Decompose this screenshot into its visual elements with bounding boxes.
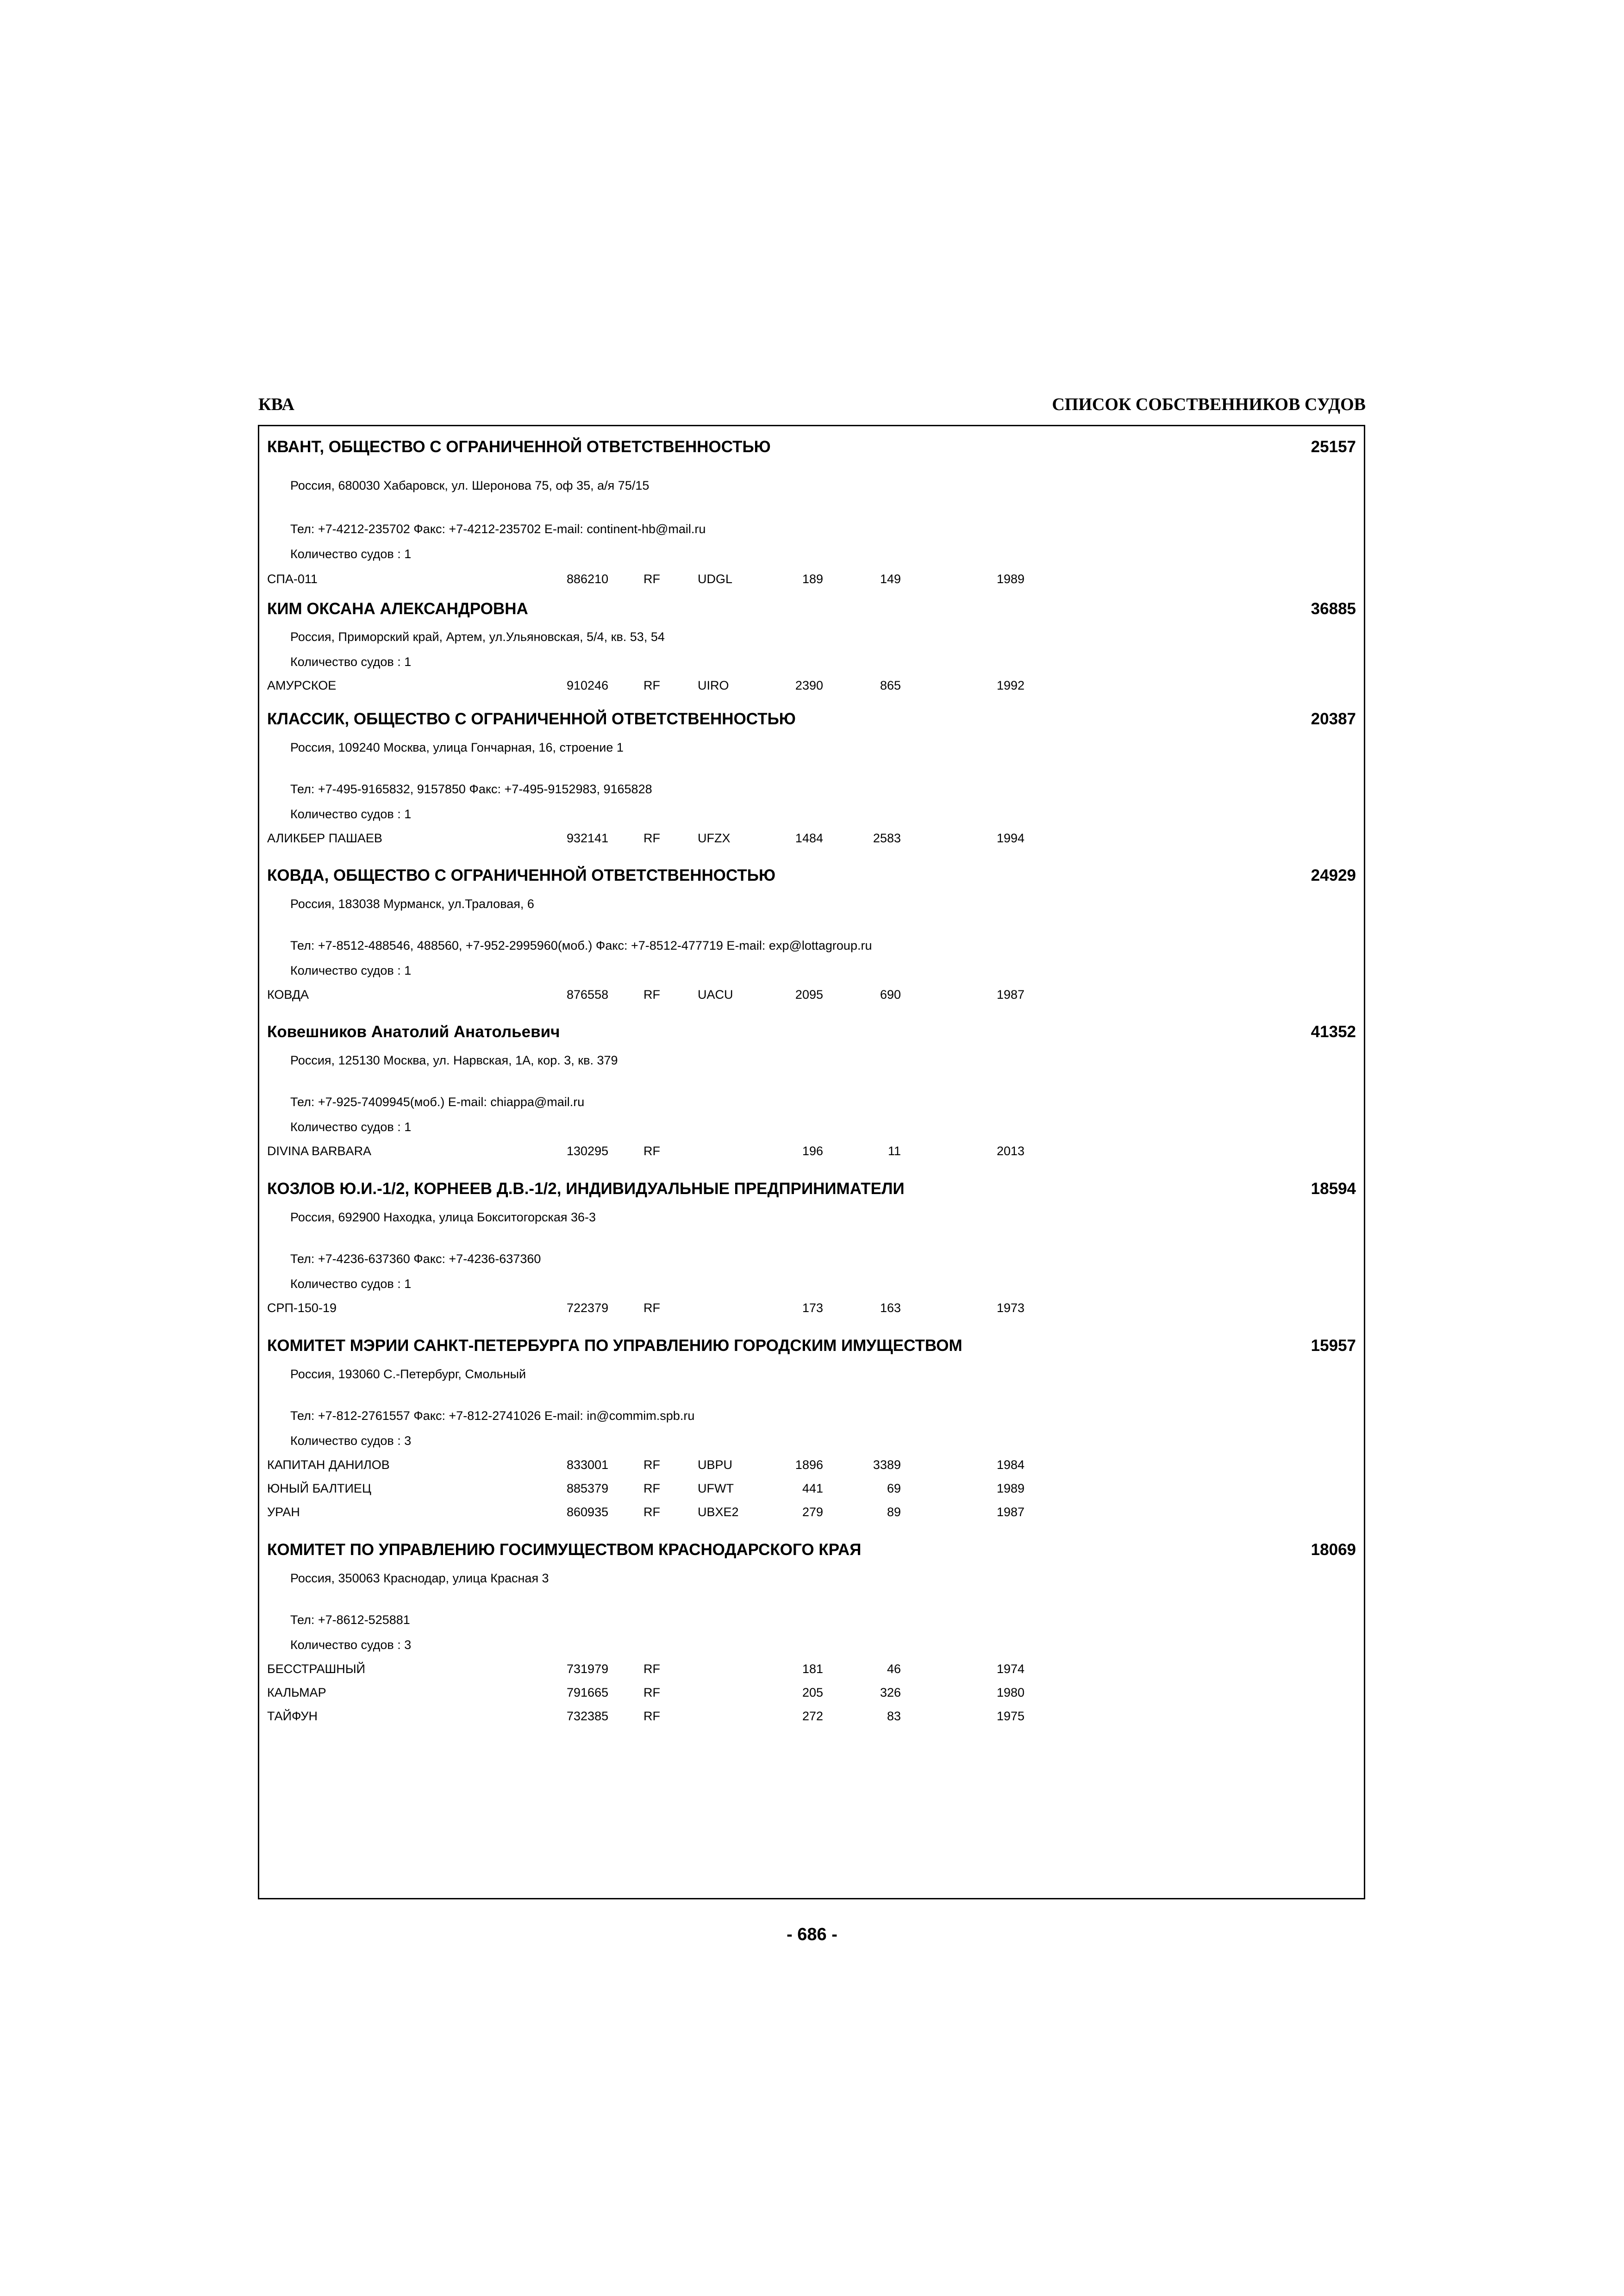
vessel-year: 1989 [997, 1481, 1025, 1495]
vessel-name: КОВДА [267, 988, 309, 1002]
vessel-name: ЮНЫЙ БАЛТИЕЦ [267, 1481, 371, 1495]
vessel-name: ТАЙФУН [267, 1709, 318, 1723]
owner-address: Россия, 680030 Хабаровск, ул. Шеронова 75, оф 35, а/я 75/15 [290, 479, 650, 492]
owner-address: Россия, 183038 Мурманск, ул.Траловая, 6 [290, 897, 534, 911]
owner-name: Ковешников Анатолий Анатольевич [267, 1023, 560, 1041]
vessel-gross-tonnage: 279 [802, 1505, 823, 1519]
vessel-gross-tonnage: 441 [802, 1481, 823, 1495]
vessel-flag: RF [643, 988, 660, 1002]
vessel-deadweight: 326 [880, 1686, 901, 1699]
vessel-year: 1994 [997, 831, 1025, 845]
vessel-deadweight: 690 [880, 988, 901, 1002]
owner-contacts: Тел: +7-8612-525881 [290, 1613, 410, 1627]
vessel-id: 130295 [567, 1144, 609, 1158]
vessel-flag: RF [643, 1709, 660, 1723]
vessel-year: 1973 [997, 1301, 1025, 1315]
vessel-id: 886210 [567, 572, 609, 586]
vessel-callsign: UFWT [698, 1481, 734, 1495]
vessel-callsign: UIRO [698, 678, 729, 692]
vessel-gross-tonnage: 196 [802, 1144, 823, 1158]
vessel-flag: RF [643, 1144, 660, 1158]
vessel-flag: RF [643, 572, 660, 586]
vessel-id: 885379 [567, 1481, 609, 1495]
vessel-gross-tonnage: 1484 [795, 831, 823, 845]
owner-name: КОЗЛОВ Ю.И.-1/2, КОРНЕЕВ Д.В.-1/2, ИНДИВИДУАЛЬНЫЕ ПРЕДПРИНИМАТЕЛИ [267, 1180, 905, 1198]
vessel-gross-tonnage: 2390 [795, 678, 823, 692]
vessel-name: СПА-011 [267, 572, 318, 586]
running-head-right: СПИСОК СОБСТВЕННИКОВ СУДОВ [1052, 395, 1366, 414]
vessel-gross-tonnage: 205 [802, 1686, 823, 1699]
vessel-id: 732385 [567, 1709, 609, 1723]
owner-address: Россия, 692900 Находка, улица Бокситогорская 36-3 [290, 1210, 596, 1224]
owner-number: 24929 [1311, 866, 1356, 884]
vessel-name: КАПИТАН ДАНИЛОВ [267, 1458, 390, 1472]
owner-contacts: Тел: +7-495-9165832, 9157850 Факс: +7-495-9152983, 9165828 [290, 782, 652, 796]
vessel-flag: RF [643, 1458, 660, 1472]
vessel-callsign: UDGL [698, 572, 733, 586]
vessel-year: 1987 [997, 988, 1025, 1002]
vessel-callsign: UACU [698, 988, 733, 1002]
vessel-callsign: UBXE2 [698, 1505, 739, 1519]
vessel-count: Количество судов : 3 [290, 1434, 412, 1448]
vessel-id: 932141 [567, 831, 609, 845]
vessel-id: 791665 [567, 1686, 609, 1699]
owner-address: Россия, 350063 Краснодар, улица Красная 3 [290, 1571, 549, 1585]
vessel-deadweight: 2583 [873, 831, 901, 845]
owner-name: КЛАССИК, ОБЩЕСТВО С ОГРАНИЧЕННОЙ ОТВЕТСТВЕННОСТЬЮ [267, 710, 796, 728]
listing-frame [258, 425, 1365, 1899]
vessel-id: 910246 [567, 678, 609, 692]
vessel-deadweight: 865 [880, 678, 901, 692]
vessel-year: 2013 [997, 1144, 1025, 1158]
vessel-name: АЛИКБЕР ПАШАЕВ [267, 831, 382, 845]
vessel-name: АМУРСКОЕ [267, 678, 337, 692]
vessel-count: Количество судов : 1 [290, 807, 412, 821]
owner-name: КОМИТЕТ МЭРИИ САНКТ-ПЕТЕРБУРГА ПО УПРАВЛЕНИЮ ГОРОДСКИМ ИМУЩЕСТВОМ [267, 1337, 962, 1355]
vessel-count: Количество судов : 1 [290, 964, 412, 977]
owner-contacts: Тел: +7-812-2761557 Факс: +7-812-2741026 E-mail: in@commim.spb.ru [290, 1409, 695, 1423]
owner-number: 41352 [1311, 1023, 1356, 1041]
vessel-flag: RF [643, 1301, 660, 1315]
vessel-flag: RF [643, 678, 660, 692]
vessel-flag: RF [643, 1686, 660, 1699]
owner-contacts: Тел: +7-4212-235702 Факс: +7-4212-235702 E-mail: continent-hb@mail.ru [290, 522, 706, 536]
owner-number: 20387 [1311, 710, 1356, 728]
vessel-deadweight: 69 [887, 1481, 901, 1495]
owner-name: КИМ ОКСАНА АЛЕКСАНДРОВНА [267, 600, 528, 618]
owner-number: 18594 [1311, 1180, 1356, 1198]
vessel-id: 722379 [567, 1301, 609, 1315]
vessel-name: СРП-150-19 [267, 1301, 337, 1315]
vessel-name: КАЛЬМАР [267, 1686, 326, 1699]
vessel-callsign: UFZX [698, 831, 731, 845]
vessel-id: 876558 [567, 988, 609, 1002]
vessel-count: Количество судов : 1 [290, 1120, 412, 1134]
vessel-deadweight: 89 [887, 1505, 901, 1519]
vessel-id: 833001 [567, 1458, 609, 1472]
vessel-flag: RF [643, 1662, 660, 1676]
vessel-deadweight: 163 [880, 1301, 901, 1315]
owner-name: КОМИТЕТ ПО УПРАВЛЕНИЮ ГОСИМУЩЕСТВОМ КРАСНОДАРСКОГО КРАЯ [267, 1541, 862, 1559]
owner-address: Россия, 109240 Москва, улица Гончарная, 16, строение 1 [290, 740, 624, 754]
vessel-deadweight: 46 [887, 1662, 901, 1676]
owner-contacts: Тел: +7-8512-488546, 488560, +7-952-2995960(моб.) Факс: +7-8512-477719 E-mail: exp@lottagroup.ru [290, 939, 872, 952]
vessel-deadweight: 11 [887, 1144, 901, 1158]
vessel-count: Количество судов : 3 [290, 1638, 412, 1652]
vessel-flag: RF [643, 1481, 660, 1495]
vessel-year: 1974 [997, 1662, 1025, 1676]
owner-address: Россия, 193060 С.-Петербург, Смольный [290, 1367, 526, 1381]
owner-contacts: Тел: +7-4236-637360 Факс: +7-4236-637360 [290, 1252, 541, 1266]
vessel-year: 1992 [997, 678, 1025, 692]
vessel-flag: RF [643, 1505, 660, 1519]
vessel-deadweight: 149 [880, 572, 901, 586]
owner-name: КВАНТ, ОБЩЕСТВО С ОГРАНИЧЕННОЙ ОТВЕТСТВЕННОСТЬЮ [267, 438, 771, 456]
owner-address: Россия, 125130 Москва, ул. Нарвская, 1А, кор. 3, кв. 379 [290, 1053, 618, 1067]
vessel-year: 1975 [997, 1709, 1025, 1723]
vessel-count: Количество судов : 1 [290, 547, 412, 561]
vessel-count: Количество судов : 1 [290, 1277, 412, 1291]
vessel-callsign: UBPU [698, 1458, 733, 1472]
vessel-gross-tonnage: 181 [802, 1662, 823, 1676]
vessel-deadweight: 3389 [873, 1458, 901, 1472]
vessel-count: Количество судов : 1 [290, 655, 412, 669]
owner-address: Россия, Приморский край, Артем, ул.Ульяновская, 5/4, кв. 53, 54 [290, 630, 665, 644]
vessel-id: 860935 [567, 1505, 609, 1519]
owner-number: 18069 [1311, 1541, 1356, 1559]
vessel-gross-tonnage: 189 [802, 572, 823, 586]
owner-name: КОВДА, ОБЩЕСТВО С ОГРАНИЧЕННОЙ ОТВЕТСТВЕННОСТЬЮ [267, 866, 776, 884]
vessel-year: 1987 [997, 1505, 1025, 1519]
vessel-name: УРАН [267, 1505, 300, 1519]
vessel-id: 731979 [567, 1662, 609, 1676]
running-head-left: КВА [258, 395, 294, 414]
vessel-gross-tonnage: 1896 [795, 1458, 823, 1472]
vessel-flag: RF [643, 831, 660, 845]
vessel-name: DIVINA BARBARA [267, 1144, 372, 1158]
vessel-name: БЕССТРАШНЫЙ [267, 1662, 366, 1676]
vessel-year: 1980 [997, 1686, 1025, 1699]
owner-number: 15957 [1311, 1337, 1356, 1355]
vessel-gross-tonnage: 272 [802, 1709, 823, 1723]
owner-number: 36885 [1311, 600, 1356, 618]
vessel-year: 1984 [997, 1458, 1025, 1472]
vessel-gross-tonnage: 173 [802, 1301, 823, 1315]
vessel-deadweight: 83 [887, 1709, 901, 1723]
vessel-year: 1989 [997, 572, 1025, 586]
owner-number: 25157 [1311, 438, 1356, 456]
vessel-gross-tonnage: 2095 [795, 988, 823, 1002]
owner-contacts: Тел: +7-925-7409945(моб.) E-mail: chiappa@mail.ru [290, 1095, 585, 1109]
page-number: - 686 - [787, 1925, 837, 1944]
